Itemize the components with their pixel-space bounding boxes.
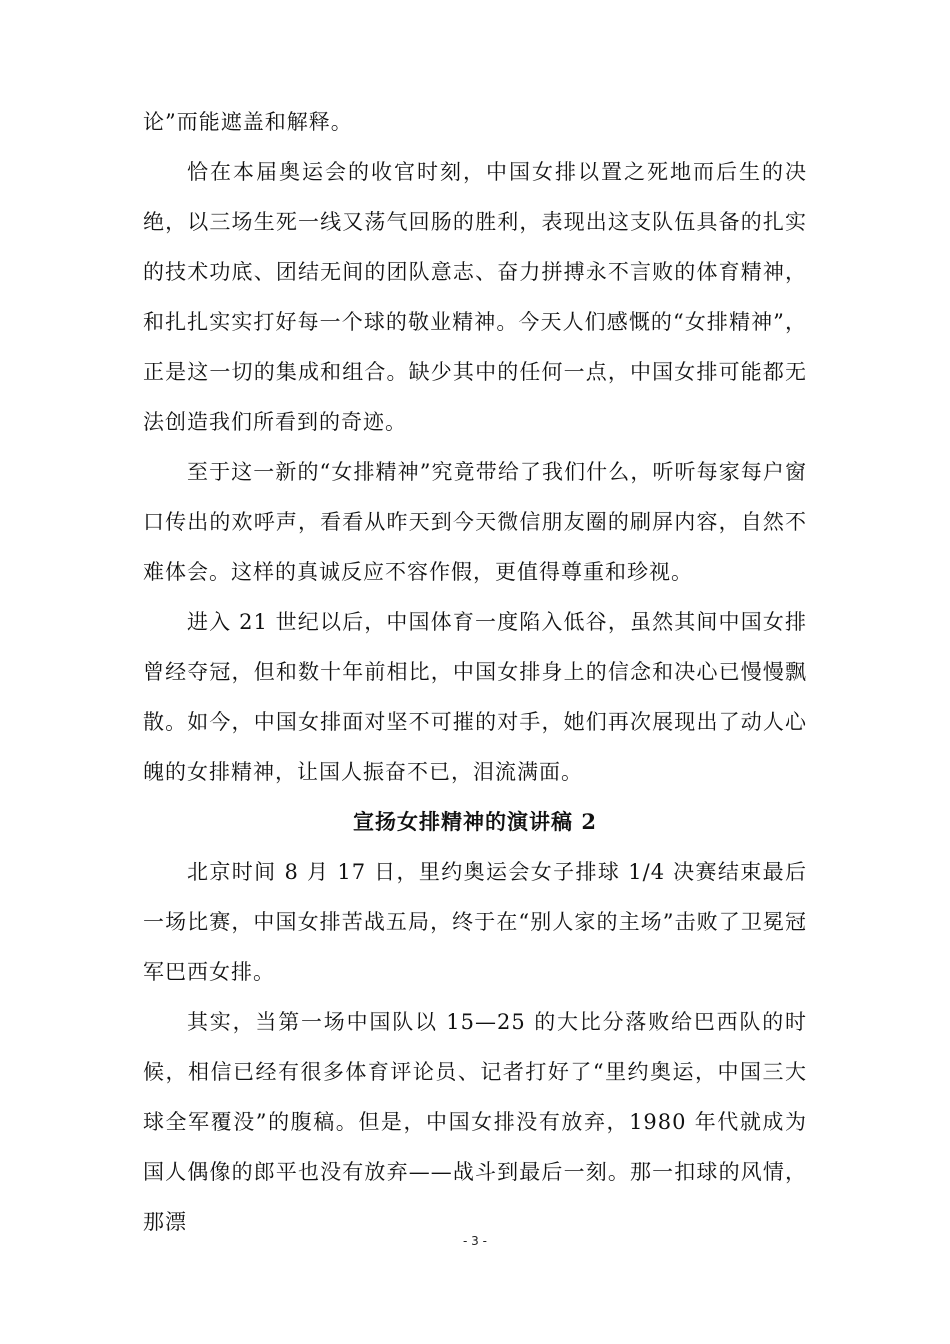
paragraph: 进入 21 世纪以后，中国体育一度陷入低谷，虽然其间中国女排曾经夺冠，但和数十年前相比，中国女排身上的信念和决心已慢慢飘散。如今，中国女排面对坚不可摧的对手，她们再次展现出了动人心魄的女排精神，让国人振奋不已，泪流满面。 — [143, 610, 807, 784]
paragraph: 恰在本届奥运会的收官时刻，中国女排以置之死地而后生的决绝，以三场生死一线又荡气回肠的胜利，表现出这支队伍具备的扎实的技术功底、团结无间的团队意志、奋力拼搏永不言败的体育精神，和扎扎实实打好每一个球的敬业精神。今天人们感慨的“女排精神”，正是这一切的集成和组合。缺少其中的任何一点，中国女排可能都无法创造我们所看到的奇迹。 — [143, 160, 807, 434]
paragraph: 北京时间 8 月 17 日，里约奥运会女子排球 1/4 决赛结束最后一场比赛，中国女排苦战五局，终于在“别人家的主场”击败了卫冕冠军巴西女排。 — [143, 860, 807, 984]
paragraph: 至于这一新的“女排精神”究竟带给了我们什么，听听每家每户窗口传出的欢呼声，看看从昨天到今天微信朋友圈的刷屏内容，自然不难体会。这样的真诚反应不容作假，更值得尊重和珍视。 — [143, 460, 807, 584]
page-number: - 3 - — [463, 1234, 487, 1248]
section-heading: 宣扬女排精神的演讲稿 2 — [353, 809, 597, 834]
paragraph: 其实，当第一场中国队以 15—25 的大比分落败给巴西队的时候，相信已经有很多体育评论员、记者打好了“里约奥运，中国三大球全军覆没”的腹稿。但是，中国女排没有放弃，1980 年代就成为国人偶像的郎平也没有放弃——战斗到最后一刻。那一扣球的风情，那漂 — [143, 1010, 807, 1234]
document-body — [143, 97, 807, 1247]
paragraph-continuation: 论”而能遮盖和解释。 — [143, 110, 353, 134]
